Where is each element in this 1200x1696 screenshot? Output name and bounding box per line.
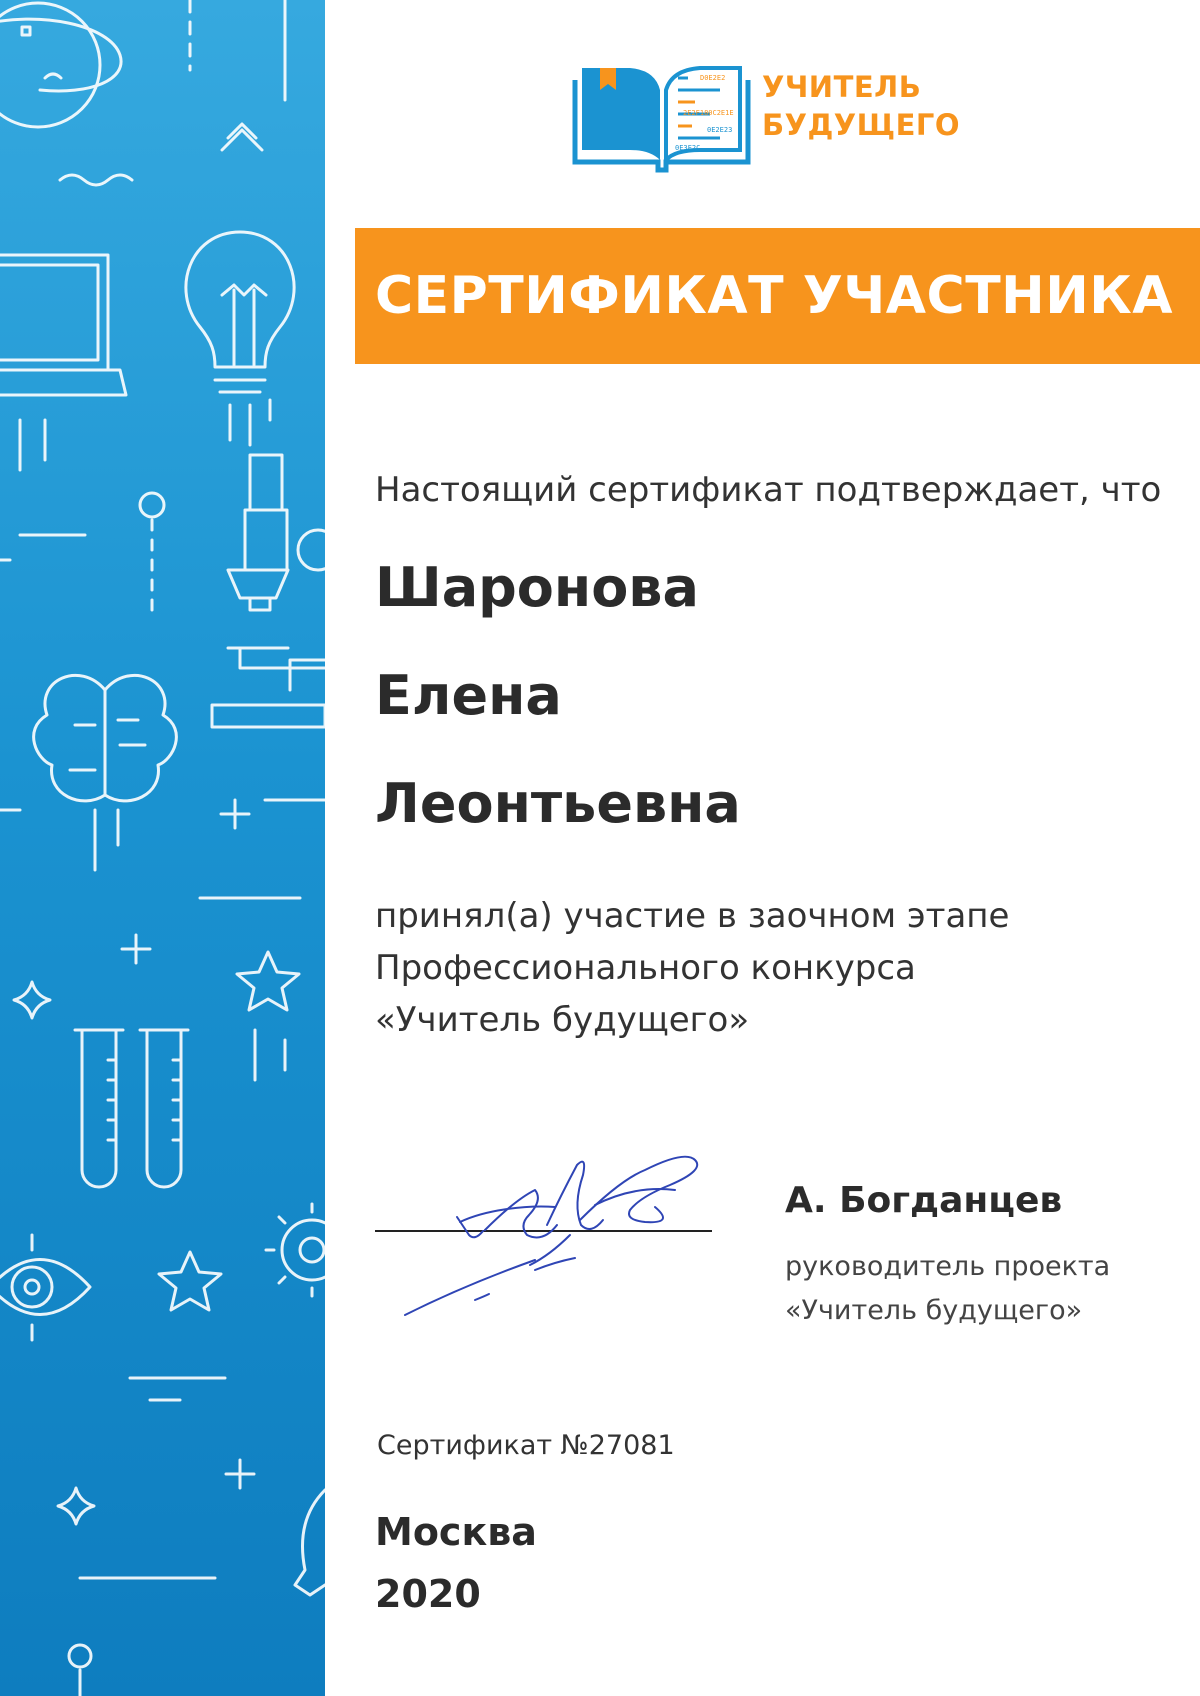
open-book-icon [570,50,760,175]
logo-line-1: УЧИТЕЛЬ [762,70,922,104]
description-line-1: принял(а) участие в заочном этапе [375,896,1010,936]
sparkle-icon [58,1488,94,1524]
brain-icon [34,675,177,870]
participation-description [375,890,1009,1046]
decorative-sidebar [0,0,325,1696]
plus-icon [221,800,249,828]
microscope-icon [212,455,325,727]
participant-surname: Шаронова [375,556,699,619]
city: Москва [375,1510,537,1554]
logo-code-4: 0E3F2C [675,144,701,152]
star-icon [159,1252,221,1310]
plus-icon [122,935,150,963]
pin-decor [69,1645,91,1667]
horizontal-line-decor [130,1378,225,1400]
sidebar-illustration [0,0,325,1696]
signer-role [785,1245,1110,1333]
logo-wordmark [762,68,960,144]
pin-decor [0,493,164,620]
description-line-2: Профессионального конкурса [375,948,916,988]
handwritten-signature [395,1125,725,1320]
lightbulb-icon [186,232,294,445]
project-logo [570,50,961,175]
certificate-title: СЕРТИФИКАТ УЧАСТНИКА [375,266,1173,326]
description-line-3: «Учитель будущего» [375,1000,750,1040]
title-banner [355,228,1200,364]
logo-code-2: 2E2F180C2E1E [683,109,734,117]
logo-code-1: D0E2E2 [700,74,726,82]
star-icon [237,952,299,1010]
signer-role-line-1: руководитель проекта [785,1251,1111,1282]
logo-line-2: БУДУЩЕГО [762,108,961,142]
signer-name: А. Богданцев [785,1180,1063,1221]
plus-icon [226,1460,254,1488]
sparkle-icon [14,982,50,1018]
planet-icon [0,3,121,127]
laptop-icon [0,255,126,470]
signer-role-line-2: «Учитель будущего» [785,1295,1083,1326]
wave-decor [60,175,132,185]
year: 2020 [375,1572,481,1616]
test-tubes-icon [75,1030,285,1187]
intro-text: Настоящий сертификат подтверждает, что [375,470,1162,510]
participant-first-name: Елена [375,664,562,727]
rocket-icon [295,1490,325,1595]
dashed-line-decor [190,0,285,100]
chevron-up-icon [222,124,262,150]
certificate-number: Сертификат №27081 [377,1430,675,1461]
logo-code-3: 0E2E23 [707,126,733,134]
gear-icon [266,1204,325,1296]
participant-patronymic: Леонтьевна [375,772,741,835]
eye-icon [0,1235,90,1340]
